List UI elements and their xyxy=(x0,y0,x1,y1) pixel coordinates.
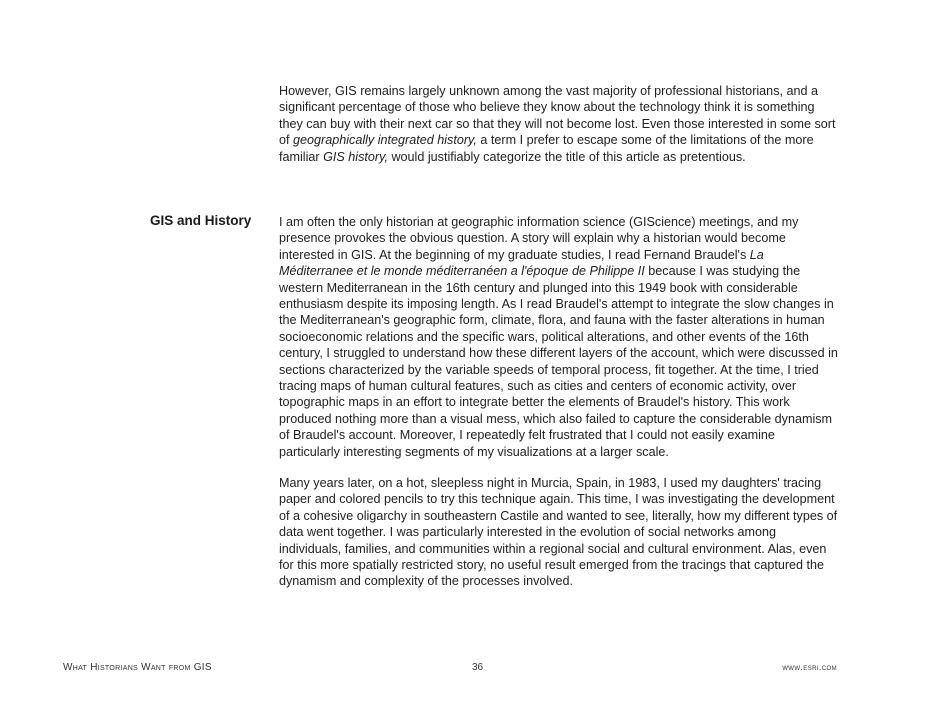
body-paragraph-1 xyxy=(279,214,839,460)
intro-emphasis-1: geographically integrated history, xyxy=(293,133,477,148)
intro-paragraph xyxy=(279,83,839,165)
intro-text-3: would justifiably categorize the title of this article as pretentious. xyxy=(387,149,746,164)
body1-text-1: I am often the only historian at geographic information science (GIScience) meetings, and my presence provokes the obvious question. A story will explain why a historian would become interested in GIS. At the beginning of my graduate studies, I read Fernand Braudel's xyxy=(279,215,799,262)
body-paragraph-2 xyxy=(279,475,839,590)
section-heading: GIS and History xyxy=(150,213,252,228)
page-number: 36 xyxy=(472,662,484,673)
body1-text-2: because I was studying the western Mediterranean in the 16th century and plunged into this 1949 book with considerable enthusiasm despite its imposing length. As I read Braudel's attempt to integrate the slow changes in the Mediterranean's geographic form, climate, flora, and fauna with the faster alterations in human socioeconomic relations and the specific wars, political alterations, and other events of the 16th century, I struggled to understand how these different layers of the account, which were discussed in sections characterized by the variable speeds of temporal process, fit together. At the time, I tried tracing maps of human cultural features, such as cities and centers of economic activity, over topographic maps in an effort to integrate better the elements of Braudel's history. This work produced nothing more than a visual mess, which also failed to capture the considerable dynamism of Braudel's account. Moreover, I repeatedly felt frustrated that I could not easily examine particularly interesting segments of my visualizations at a larger scale. xyxy=(279,264,838,459)
intro-text-2: a term I prefer to escape some of the limitations of the more familiar xyxy=(279,133,814,164)
footer-title: What Historians Want from GIS xyxy=(63,662,212,673)
intro-emphasis-2: GIS history, xyxy=(323,149,388,164)
body2-text: Many years later, on a hot, sleepless night in Murcia, Spain, in 1983, I used my daughters' tracing paper and colored pencils to try this technique again. This time, I was investigating the development of a cohesive oligarchy in southeastern Castile and wanted to see, literally, how my different types of data went together. I was particularly interested in the evolution of social networks among individuals, families, and communities within a regional social and cultural environment. Alas, even for this more spatially restricted story, no useful result emerged from the tracings that captured the dynamism and complexity of the processes involved. xyxy=(279,476,838,589)
intro-text-1: However, GIS remains largely unknown among the vast majority of professional historians, and a significant percentage of those who believe they know about the technology think it is something they can buy with their next car so that they will not become lost. Even those interested in some sort of xyxy=(279,84,836,148)
footer-url: www.esri.com xyxy=(782,662,837,672)
book-title: La Méditerranee et le monde méditerranéen a l'époque de Philippe II xyxy=(279,247,764,279)
